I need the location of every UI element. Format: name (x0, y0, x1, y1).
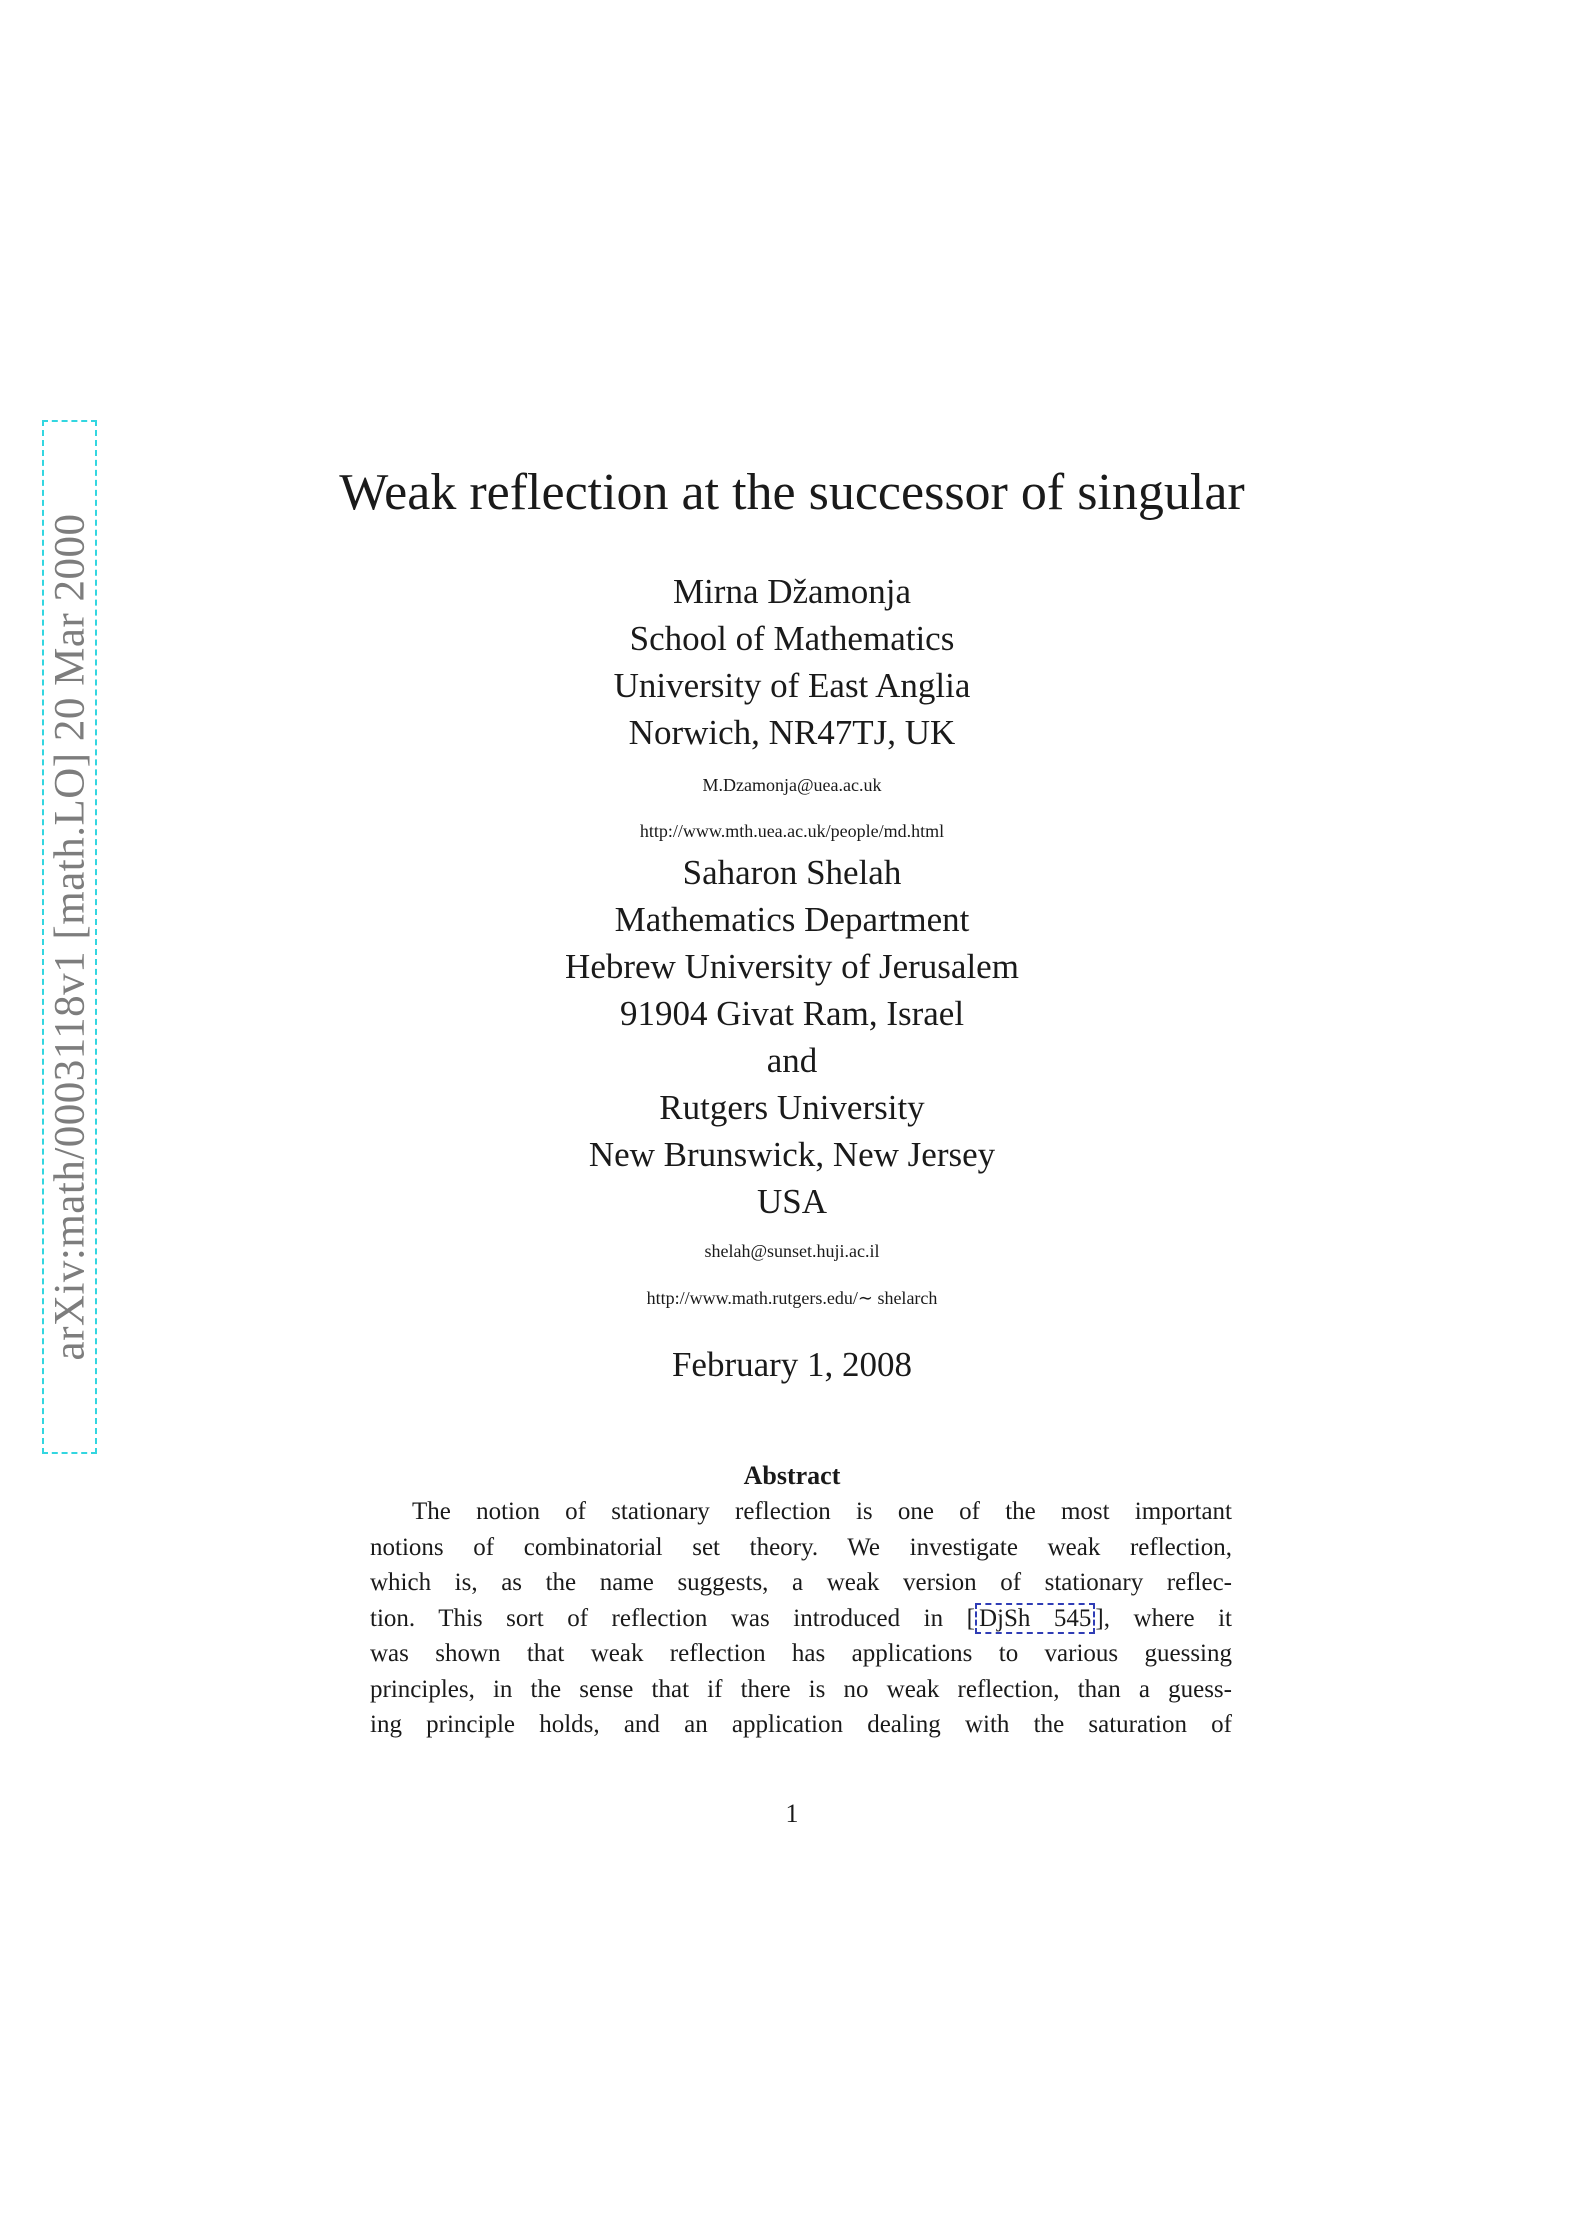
abstract-line: was shown that weak reflection has applications to various guessing (370, 1640, 1232, 1667)
abstract-line: The notion of stationary reflection is one of the most important (412, 1498, 1232, 1525)
author-email-shelah: shelah@sunset.huji.ac.il (704, 1241, 880, 1261)
paper-title: Weak reflection at the successor of singular (339, 464, 1245, 521)
author-affiliation-line: Norwich, NR47TJ, UK (628, 713, 956, 752)
author-email-dzamonja: M.Dzamonja@uea.ac.uk (702, 775, 882, 795)
abstract-line: which is, as the name suggests, a weak version of stationary reflec- (370, 1569, 1232, 1596)
page-number: 1 (785, 1799, 799, 1828)
author-affiliation-line: University of East Anglia (613, 666, 971, 705)
abstract-line-tail: , where it (1103, 1604, 1233, 1632)
author-block-dzamonja (0, 568, 1584, 756)
author-name: Saharon Shelah (682, 853, 902, 892)
arxiv-identifier-text: arXiv:math/0003118v1 [math.LO] 20 Mar 2000 (46, 513, 93, 1361)
paper-date: February 1, 2008 (671, 1345, 913, 1384)
abstract-body (370, 1494, 1232, 1743)
author-affiliation-line: New Brunswick, New Jersey (588, 1135, 996, 1174)
author-name: Mirna Džamonja (672, 572, 912, 611)
abstract-line: notions of combinatorial set theory. We investigate weak reflection, (370, 1533, 1232, 1561)
author-affiliation-line: Hebrew University of Jerusalem (565, 947, 1019, 986)
abstract-line: ing principle holds, and an application dealing with the saturation of (370, 1711, 1232, 1738)
author-url-dzamonja: http://www.mth.uea.ac.uk/people/md.html (639, 821, 945, 841)
author-affiliation-line: 91904 Givat Ram, Israel (619, 994, 965, 1033)
author-url-shelah: http://www.math.rutgers.edu/∼ shelarch (646, 1288, 938, 1308)
abstract-line: tion. This sort of reflection was introduced in [ DjSh 545 ], where it (370, 1604, 1233, 1632)
abstract-line: principles, in the sense that if there is no weak reflection, than a guess- (370, 1675, 1232, 1703)
citation-link[interactable]: DjSh 545 (975, 1603, 1095, 1634)
author-affiliation-line: Rutgers University (659, 1088, 925, 1127)
abstract-line-text: tion. This sort of reflection was introduced in (370, 1604, 944, 1632)
author-affiliation-line: and (766, 1041, 818, 1080)
author-block-shelah (0, 849, 1584, 1225)
author-affiliation-line: Mathematics Department (614, 900, 970, 939)
author-affiliation-line: School of Mathematics (629, 619, 955, 658)
author-affiliation-line: USA (756, 1182, 828, 1221)
abstract-heading: Abstract (743, 1461, 841, 1490)
